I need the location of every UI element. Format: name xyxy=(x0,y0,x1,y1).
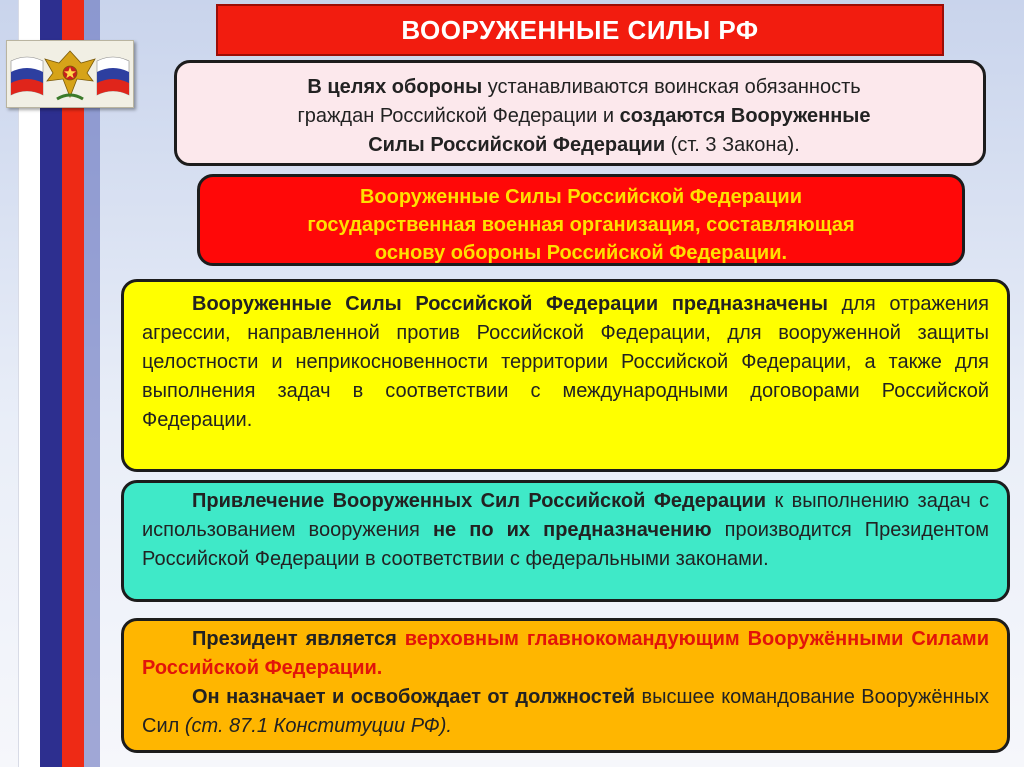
purpose-paragraph xyxy=(142,290,989,435)
engagement-bold-text: не по их предназначению xyxy=(432,519,712,541)
box1-line3 xyxy=(207,131,961,160)
engagement-text: производится Президентом Российской Федерации в соответствии с федеральными законами. xyxy=(142,519,989,570)
defense-purpose-box xyxy=(174,60,986,166)
box1-text: граждан Российской Федерации и xyxy=(297,105,620,127)
president-text: высшее командование Вооружённых Сил xyxy=(142,686,989,737)
box1-bold-text: создаются Вооруженные xyxy=(619,105,871,127)
purpose-bold-text: Вооруженные Силы Российской Федерации предназначены xyxy=(192,293,828,315)
president-citation: (ст. 87.1 Конституции РФ). xyxy=(184,715,452,737)
box1-bold-text: В целях обороны xyxy=(307,76,483,98)
engagement-bold-text: Привлечение Вооруженных Сил Российской Федерации xyxy=(192,490,767,512)
purpose-text: для отражения агрессии, направленной против Российской Федерации, для вооруженной защиты целостности и неприкосновенности территории Российской Федерации, а также для выполнения задач в соответствии с международными договорами Российской Федерации. xyxy=(142,293,989,431)
president-red-text: верховным главнокомандующим Вооружёнными Силами Российской Федерации. xyxy=(142,628,989,679)
box1-line1 xyxy=(207,73,961,102)
definition-box xyxy=(197,174,965,266)
flag-stripe-shadow xyxy=(84,0,100,767)
box1-text: (ст. 3 Закона). xyxy=(665,134,800,156)
purpose-box xyxy=(121,279,1010,472)
president-paragraph xyxy=(142,683,989,741)
president-box xyxy=(121,618,1010,753)
definition-line: основу обороны Российской Федерации. xyxy=(374,242,788,264)
engagement-box xyxy=(121,480,1010,602)
box1-line2 xyxy=(207,102,961,131)
engagement-paragraph xyxy=(142,487,989,574)
box1-bold-text: Силы Российской Федерации xyxy=(368,134,666,156)
armed-forces-emblem xyxy=(6,40,134,108)
flag-stripe-blue xyxy=(40,0,62,767)
page-title: ВООРУЖЕННЫЕ СИЛЫ РФ xyxy=(401,14,759,45)
president-paragraph xyxy=(142,625,989,683)
flag-stripe-red xyxy=(62,0,84,767)
title-banner xyxy=(216,4,944,56)
definition-line: государственная военная организация, составляющая xyxy=(307,214,855,236)
emblem-icon xyxy=(7,41,133,107)
engagement-text: к выполнению задач с использованием вооружения xyxy=(142,490,989,541)
flag-stripe-white xyxy=(18,0,40,767)
president-bold-text: Президент является xyxy=(192,628,405,650)
definition-line: Вооруженные Силы Российской Федерации xyxy=(359,186,803,208)
box1-text: устанавливаются воинская обязанность xyxy=(482,76,861,98)
president-bold-text: Он назначает и освобождает от должностей xyxy=(192,686,636,708)
